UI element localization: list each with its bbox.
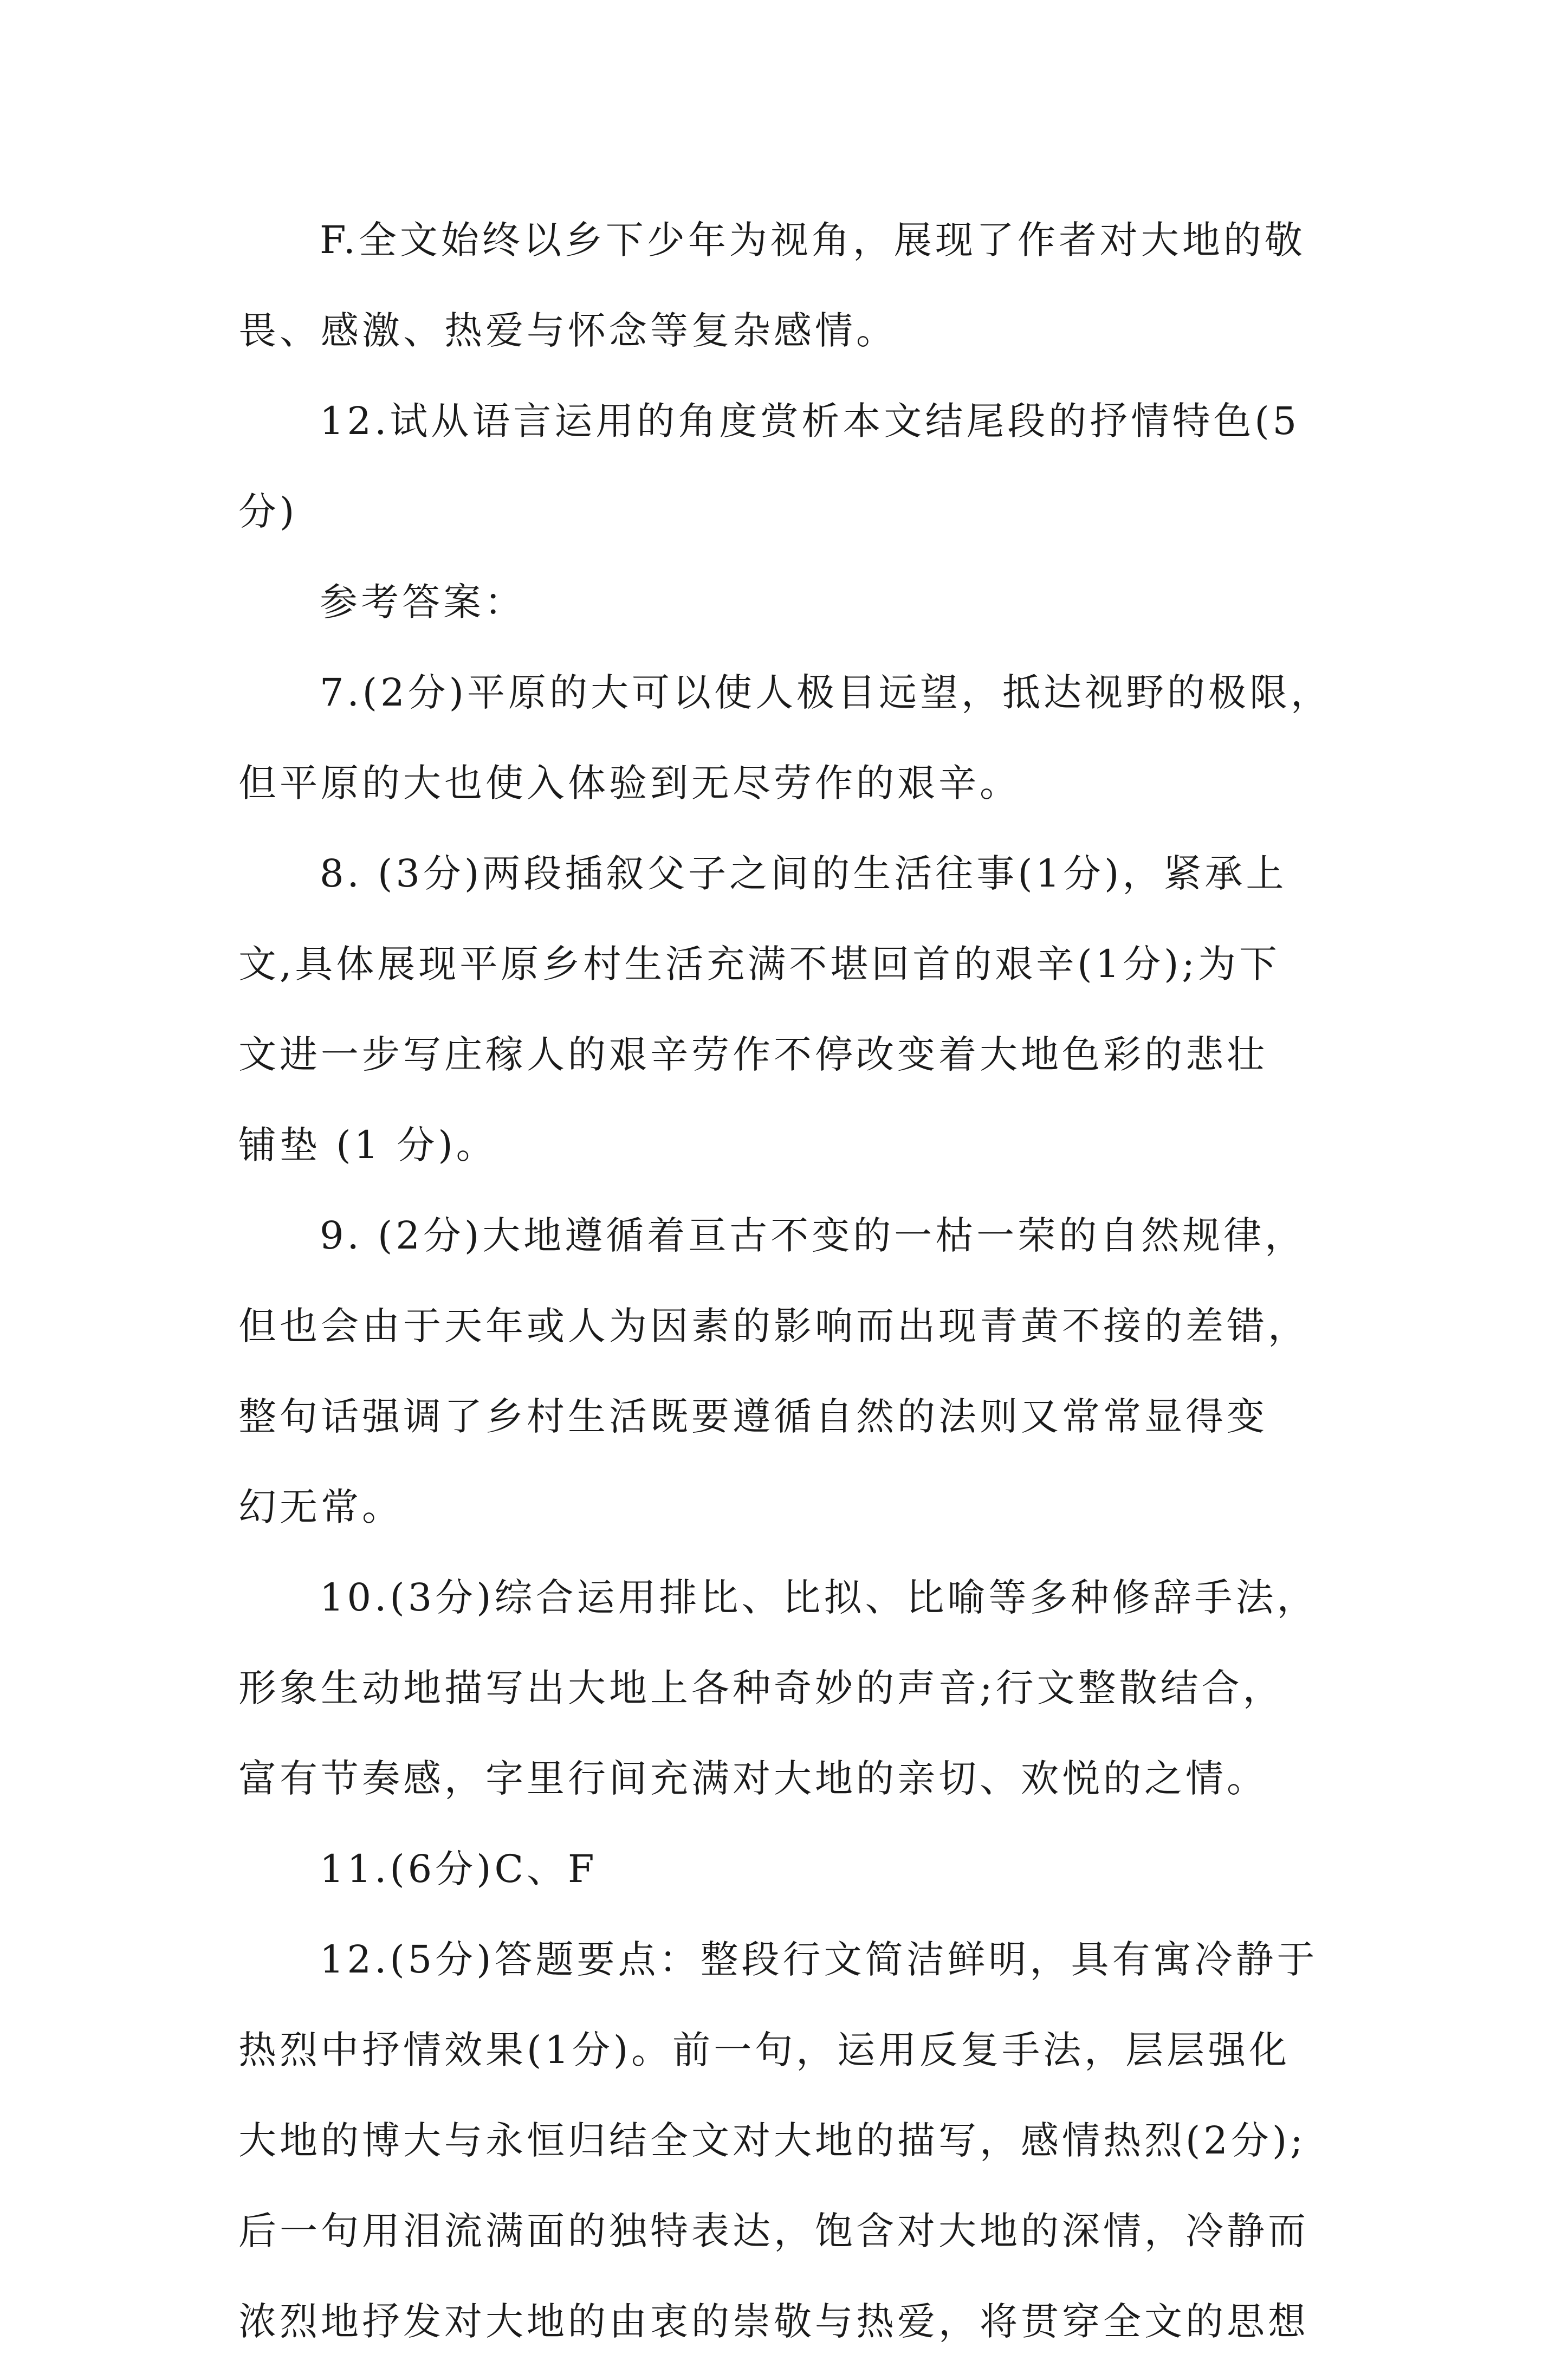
answer-7-line: 7.(2分)平原的大可以使人极目远望，抵达视野的极限， (320, 670, 1332, 715)
text-line: 铺垫 (1 分)。 (238, 1123, 497, 1167)
text-line: 分) (238, 489, 298, 534)
answer-9-line: 9. (2分)大地遵循着亘古不变的一枯一荣的自然规律， (320, 1213, 1306, 1258)
text-line: 文,具体展现平原乡村生活充满不堪回首的艰辛(1分);为下 (238, 942, 1280, 986)
text-line: 畏、感激、热爱与怀念等复杂感情。 (238, 308, 897, 353)
text-line: 整句话强调了乡村生活既要遵循自然的法则又常常显得变 (238, 1394, 1268, 1439)
text-line: F.全文始终以乡下少年为视角，展现了作者对大地的敬 (320, 218, 1306, 262)
text-line: 富有节奏感，字里行间充满对大地的亲切、欢悦的之情。 (238, 1756, 1268, 1801)
question-12-line: 12.试从语言运用的角度赏析本文结尾段的抒情特色(5 (320, 399, 1300, 443)
text-line: 文进一步写庄稼人的艰辛劳作不停改变着大地色彩的悲壮 (238, 1032, 1268, 1077)
text-line: 大地的博大与永恒归结全文对大地的描写，感情热烈(2分); (238, 2118, 1306, 2163)
text-line: 形象生动地描写出大地上各种奇妙的声音;行文整散结合， (238, 1666, 1284, 1710)
text-line: 但平原的大也使入体验到无尽劳作的艰辛。 (238, 761, 1021, 805)
text-line: 浓烈地抒发对大地的由衷的崇敬与热爱，将贯穿全文的思想 (238, 2299, 1309, 2344)
answer-8-line: 8. (3分)两段插叙父子之间的生活往事(1分)，紧承上 (320, 851, 1287, 896)
text-line: 但也会由于天年或人为因素的影响而出现青黄不接的差错， (238, 1304, 1309, 1348)
answer-12-line: 12.(5分)答题要点：整段行文简洁鲜明，具有寓冷静于 (320, 1937, 1318, 1982)
answer-11-line: 11.(6分)C、F (320, 1847, 598, 1891)
answer-heading: 参考答案： (320, 580, 526, 624)
answer-10-line: 10.(3分)综合运用排比、比拟、比喻等多种修辞手法， (320, 1575, 1318, 1620)
text-line: 后一句用泪流满面的独特表达，饱含对大地的深情，冷静而 (238, 2209, 1309, 2253)
text-line: 幻无常。 (238, 1485, 403, 1529)
text-line: 热烈中抒情效果(1分)。前一句，运用反复手法，层层强化 (238, 2028, 1291, 2072)
document-text-block (238, 195, 1344, 2367)
